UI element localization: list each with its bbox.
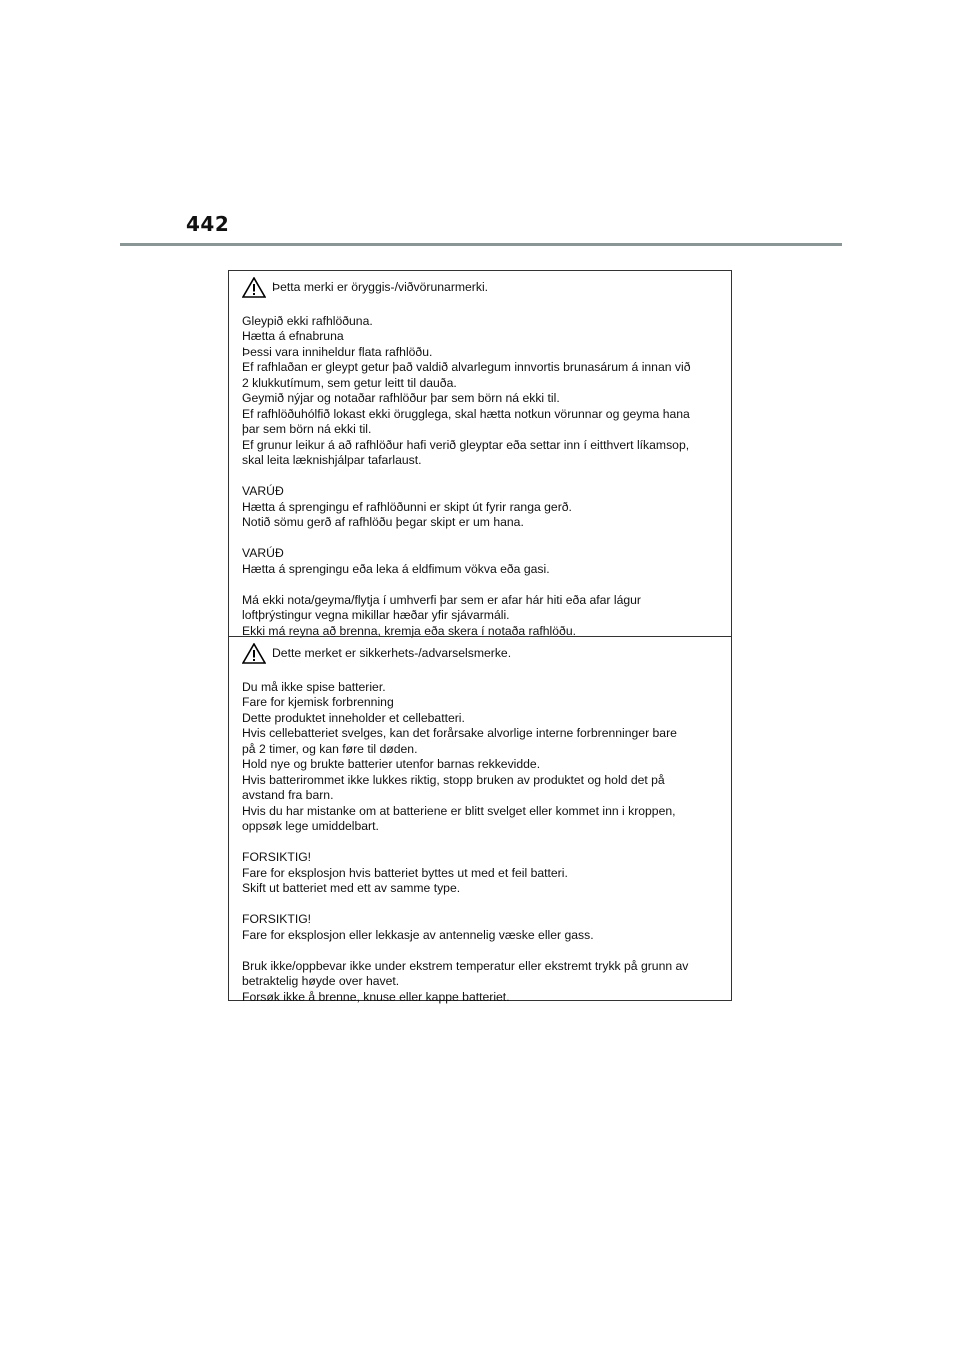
text-line: Dette produktet inneholder et cellebatteri. [242, 710, 465, 725]
text-line: skal leita læknishjálpar tafarlaust. [242, 453, 422, 467]
text-line [242, 298, 719, 314]
text-line: Hætta á sprengingu eða leka á eldfimum vökva eða gasi. [242, 561, 550, 576]
text-line: Bruk ikke/oppbevar ikke under ekstrem temperatur eller ekstremt trykk på grunn av [242, 958, 689, 973]
norwegian-warning-body [242, 664, 719, 1005]
text-line: þar sem börn ná ekki til. [242, 422, 372, 436]
text-line [242, 577, 719, 593]
text-line: Ef grunur leikur á að rafhlöður hafi verið gleyptar eða settar inn í eitthvert líkamsop, [242, 437, 690, 452]
header-rule [120, 243, 842, 246]
text-line: Gleypið ekki rafhlöðuna. [242, 313, 373, 328]
icelandic-warning-body [242, 298, 719, 639]
text-line: Ef rafhlöðuhólfið lokast ekki örugglega, skal hætta notkun vörunnar og geyma hana [242, 406, 690, 421]
norwegian-warning-heading [242, 642, 719, 664]
text-line: FORSIKTIG! [242, 850, 312, 864]
text-line: Má ekki nota/geyma/flytja í umhverfi þar sem er afar hár hiti eða afar lágur [242, 592, 641, 607]
icelandic-heading-text: Þetta merki er öryggis-/viðvörunarmerki. [272, 280, 489, 294]
warning-triangle-icon [242, 643, 266, 664]
text-line: Hvis cellebatteriet svelges, kan det forårsake alvorlige interne forbrenninger bare [242, 726, 677, 740]
norwegian-heading-text: Dette merket er sikkerhets-/advarselsmerke. [272, 646, 512, 660]
text-line [242, 469, 719, 485]
text-line [242, 664, 719, 680]
text-line: oppsøk lege umiddelbart. [242, 819, 379, 833]
text-line: 2 klukkutímum, sem getur leitt til dauða. [242, 375, 457, 390]
text-line: FORSIKTIG! [242, 912, 312, 926]
text-line: Hvis du har mistanke om at batteriene er blitt svelget eller kommet inn i kroppen, [242, 803, 676, 818]
text-line: Fare for eksplosjon hvis batteriet byttes ut med et feil batteri. [242, 865, 568, 880]
text-line: Du må ikke spise batterier. [242, 679, 386, 694]
text-line: Notið sömu gerð af rafhlöðu þegar skipt er um hana. [242, 515, 524, 529]
text-line: Skift ut batteriet med ett av samme type. [242, 881, 461, 895]
text-line [242, 531, 719, 547]
text-line: VARÚÐ [242, 546, 284, 560]
text-line: VARÚÐ [242, 484, 284, 498]
text-line: Hold nye og brukte batterier utenfor barnas rekkevidde. [242, 757, 541, 771]
page-number: 442 [186, 212, 230, 236]
text-line: Geymið nýjar og notaðar rafhlöður þar sem börn ná ekki til. [242, 391, 560, 405]
text-line: Fare for eksplosjon eller lekkasje av antennelig væske eller gass. [242, 927, 594, 942]
text-line: Forsøk ikke å brenne, knuse eller kappe batteriet. [242, 989, 510, 1004]
text-line [242, 943, 719, 959]
text-line: Hvis batterirommet ikke lukkes riktig, stopp bruken av produktet og hold det på [242, 772, 665, 787]
text-line: betraktelig høyde over havet. [242, 974, 400, 988]
text-line [242, 835, 719, 851]
text-line: Ef rafhlaðan er gleypt getur það valdið alvarlegum innvortis brunasárum á innan við [242, 360, 691, 374]
battery-warning-box [228, 270, 732, 1004]
norwegian-warning-section [229, 636, 731, 1002]
text-line [242, 897, 719, 913]
text-line: Hætta á efnabruna [242, 329, 344, 343]
text-line: Hætta á sprengingu ef rafhlöðunni er skipt út fyrir ranga gerð. [242, 499, 572, 514]
icelandic-warning-section [229, 271, 731, 638]
text-line: Fare for kjemisk forbrenning [242, 695, 394, 709]
warning-triangle-icon [242, 277, 266, 298]
text-line: loftþrýstingur vegna mikillar hæðar yfir sjávarmáli. [242, 608, 510, 622]
text-line: på 2 timer, og kan føre til døden. [242, 741, 418, 756]
icelandic-warning-heading [242, 276, 719, 298]
text-line: Þessi vara inniheldur flata rafhlöðu. [242, 344, 433, 359]
text-line: avstand fra barn. [242, 788, 334, 802]
text-line: Ekki má reyna að brenna, kremja eða skera í notaða rafhlöðu. [242, 623, 576, 638]
